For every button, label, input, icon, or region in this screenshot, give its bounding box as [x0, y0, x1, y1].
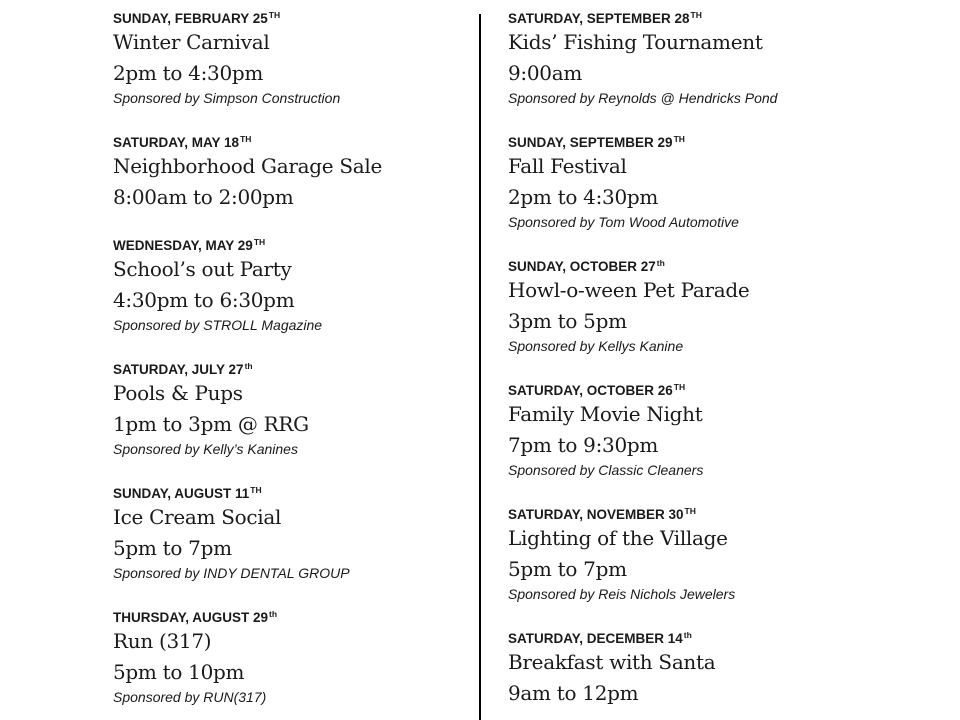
event-entry	[508, 259, 948, 355]
event-title: Kids’ Fishing Tournament	[508, 30, 763, 54]
event-sponsor: Sponsored by Kelly’s Kanines	[113, 441, 298, 457]
event-title: Ice Cream Social	[113, 505, 282, 529]
event-date: SATURDAY, MAY 18TH	[113, 134, 252, 150]
event-time: 9:00am	[508, 61, 583, 85]
event-title: Howl-o-ween Pet Parade	[508, 278, 750, 302]
event-entry	[508, 11, 948, 107]
event-title: Fall Festival	[508, 154, 627, 178]
event-time: 1pm to 3pm @ RRG	[113, 412, 309, 436]
event-sponsor: Sponsored by RUN(317)	[113, 689, 267, 705]
event-entry	[508, 631, 948, 709]
event-time: 5pm to 7pm	[508, 557, 627, 581]
event-entry	[508, 135, 948, 231]
event-date: SATURDAY, JULY 27th	[113, 361, 253, 377]
event-sponsor: Sponsored by Tom Wood Automotive	[508, 214, 739, 230]
event-date: THURSDAY, AUGUST 29th	[113, 609, 278, 625]
event-sponsor: Sponsored by Classic Cleaners	[508, 462, 704, 478]
event-date: SATURDAY, OCTOBER 26TH	[508, 382, 686, 398]
event-time: 8:00am to 2:00pm	[113, 185, 294, 209]
event-entry	[113, 486, 463, 582]
event-title: Run (317)	[113, 629, 212, 653]
event-time: 2pm to 4:30pm	[508, 185, 659, 209]
event-entry	[113, 362, 463, 458]
event-date: SUNDAY, AUGUST 11TH	[113, 485, 262, 501]
event-date: SATURDAY, SEPTEMBER 28TH	[508, 10, 702, 26]
event-date: WEDNESDAY, MAY 29TH	[113, 237, 266, 253]
event-time: 5pm to 10pm	[113, 660, 245, 684]
event-time: 3pm to 5pm	[508, 309, 627, 333]
event-date: SATURDAY, NOVEMBER 30TH	[508, 506, 696, 522]
event-time: 7pm to 9:30pm	[508, 433, 659, 457]
event-time: 9am to 12pm	[508, 681, 639, 705]
event-sponsor: Sponsored by Reis Nichols Jewelers	[508, 586, 736, 602]
event-time: 2pm to 4:30pm	[113, 61, 264, 85]
event-date: SATURDAY, DECEMBER 14th	[508, 630, 692, 646]
event-sponsor: Sponsored by Simpson Construction	[113, 90, 341, 106]
event-date: SUNDAY, SEPTEMBER 29TH	[508, 134, 685, 150]
event-title: School’s out Party	[113, 257, 292, 281]
event-entry	[508, 507, 948, 603]
event-date: SUNDAY, FEBRUARY 25TH	[113, 10, 281, 26]
event-sponsor: Sponsored by Reynolds @ Hendricks Pond	[508, 90, 778, 106]
event-date: SUNDAY, OCTOBER 27th	[508, 258, 665, 274]
column-divider	[479, 14, 481, 720]
event-title: Lighting of the Village	[508, 526, 728, 550]
event-entry	[113, 610, 463, 706]
event-time: 5pm to 7pm	[113, 536, 232, 560]
event-entry	[508, 383, 948, 479]
event-time: 4:30pm to 6:30pm	[113, 288, 295, 312]
event-title: Neighborhood Garage Sale	[113, 154, 382, 178]
event-title: Breakfast with Santa	[508, 650, 716, 674]
event-title: Family Movie Night	[508, 402, 703, 426]
event-title: Pools & Pups	[113, 381, 243, 405]
event-sponsor: Sponsored by Kellys Kanine	[508, 338, 684, 354]
event-entry	[113, 11, 463, 107]
event-entry	[113, 135, 463, 213]
event-sponsor: Sponsored by INDY DENTAL GROUP	[113, 565, 350, 581]
event-sponsor: Sponsored by STROLL Magazine	[113, 317, 323, 333]
event-entry	[113, 238, 463, 334]
event-title: Winter Carnival	[113, 30, 270, 54]
